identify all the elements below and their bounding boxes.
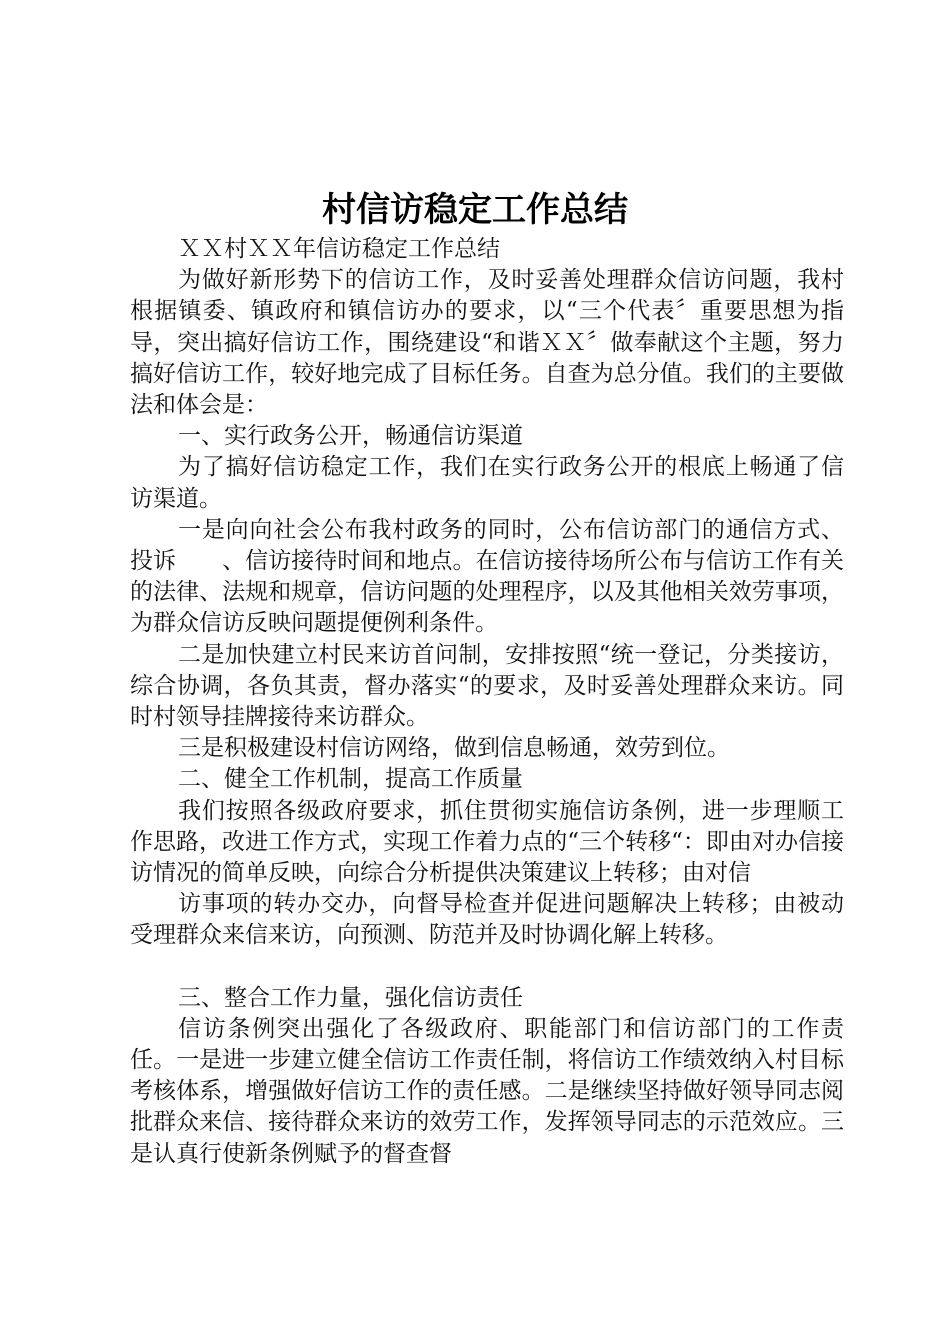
paragraph: 信访条例突出强化了各级政府、职能部门和信访部门的工作责任。一是进一步建立健全信访工作责任制，将信访工作绩效纳入村目标考核体系，增强做好信访工作的责任感。二是继续坚持做好领导同志阅批群众来信、接待群众来访的效劳工作，发挥领导同志的示范效应。三是认真行使新条例赋予的督查督 xyxy=(130,1015,844,1167)
paragraph: 二是加快建立村民来访首问制，安排按照“统一登记，分类接访，综合协调，各负其责，督办落实“的要求，及时妥善处理群众来访。同时村领导挂牌接待来访群众。 xyxy=(130,641,844,731)
intro-paragraph: 为做好新形势下的信访工作，及时妥善处理群众信访问题，我村根据镇委、镇政府和镇信访办的要求，以“三个代表〞重要思想为指导，突出搞好信访工作，围绕建设“和谐ＸＸ〞做奉献这个主题，努力搞好信访工作，较好地完成了目标任务。自查为总分值。我们的主要做法和体会是： xyxy=(130,267,844,419)
paragraph: 访事项的转办交办，向督导检查并促进问题解决上转移；由被动受理群众来信来访，向预测、防范并及时协调化解上转移。 xyxy=(130,891,844,949)
document-body xyxy=(130,234,844,1170)
section-heading-1: 一、实行政务公开，畅通信访渠道 xyxy=(178,423,523,450)
document-title: 村信访稳定工作总结 xyxy=(322,190,628,230)
subtitle-paragraph: ＸＸ村ＸＸ年信访稳定工作总结 xyxy=(178,236,500,262)
section-heading-2: 二、健全工作机制，提高工作质量 xyxy=(178,766,523,793)
paragraph: 为了搞好信访稳定工作，我们在实行政务公开的根底上畅通了信访渠道。 xyxy=(130,454,844,512)
paragraph: 一是向向社会公布我村政务的同时，公布信访部门的通信方式、投诉 、信访接待时间和地点。在信访接待场所公布与信访工作有关的法律、法规和规章，信访问题的处理程序，以及其他相关效劳事项，为群众信访反映问题提便例利条件。 xyxy=(130,516,844,637)
paragraph: 我们按照各级政府要求，抓住贯彻实施信访条例，进一步理顺工作思路，改进工作方式，实现工作着力点的“三个转移“：即由对办信接访情况的简单反映，向综合分析提供决策建议上转移；由对信 xyxy=(130,797,844,887)
section-heading-3: 三、整合工作力量，强化信访责任 xyxy=(178,984,523,1011)
paragraph: 三是积极建设村信访网络，做到信息畅通，效劳到位。 xyxy=(178,735,730,762)
